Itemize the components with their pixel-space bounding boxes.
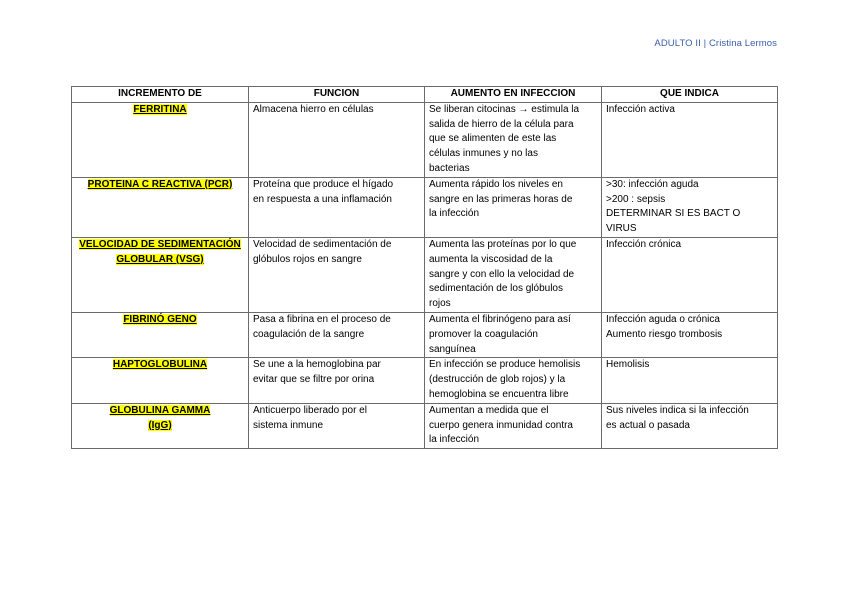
cell-line: Infección crónica [606,238,682,250]
cell-line: >200 : sepsis [606,193,666,205]
funcion-cell [249,177,425,237]
marker-name: GLOBULAR (VSG) [116,253,204,265]
funcion-cell [249,403,425,448]
cell-line: la infección [429,434,480,446]
marker-name: FIBRINÓ GENO [123,313,197,325]
table-row [72,177,778,237]
cell-line: Velocidad de sedimentación de [253,238,392,250]
table-row [72,312,778,357]
table-header-row [72,87,778,103]
marker-name: HAPTOGLOBULINA [112,359,208,371]
cell-line: En infección se produce hemolisis [429,359,581,371]
infection-markers-table [71,86,778,449]
marker-name: GLOBULINA GAMMA [109,404,211,416]
marker-name: PROTEINA C REACTIVA (PCR) [87,178,233,190]
funcion-cell [249,312,425,357]
cell-line: Aumentan a medida que el [429,404,549,416]
cell-line: Sus niveles indica si la infección [606,404,749,416]
cell-line: la infección [429,208,480,220]
cell-line: coagulación de la sangre [253,328,365,340]
cell-line: Aumenta rápido los niveles en [429,178,563,190]
funcion-cell [249,237,425,312]
cell-line: cuerpo genera inmunidad contra [429,419,573,431]
indica-cell [602,312,778,357]
cell-line: sistema inmune [253,419,324,431]
cell-line: sangre y con ello la velocidad de [429,268,575,280]
cell-line: Anticuerpo liberado por el [253,404,367,416]
table-body [72,102,778,448]
marker-name-cell [72,403,249,448]
marker-name: (IgG) [148,419,172,431]
marker-name: VELOCIDAD DE SEDIMENTACIÓN [79,238,241,250]
marker-name-cell [72,177,249,237]
cell-line: Proteína que produce el hígado [253,178,394,190]
cell-line: es actual o pasada [606,419,690,431]
cell-line: (destrucción de glob rojos) y la [429,374,566,386]
header-separator: | [703,38,707,49]
cell-line: que se alimenten de este las [429,133,557,145]
marker-name-cell [72,237,249,312]
aumento-cell [425,102,602,177]
header-author: Cristina Lermos [708,38,777,49]
table-row [72,237,778,312]
funcion-cell [249,358,425,403]
cell-line: Almacena hierro en células [253,103,374,115]
cell-line: Aumenta el fibrinógeno para así [429,313,571,325]
marker-name-cell [72,312,249,357]
cell-line: células inmunes y no las [429,148,538,160]
cell-line: Se une a la hemoglobina par [253,359,381,371]
aumento-cell [425,403,602,448]
aumento-cell [425,358,602,403]
cell-line: salida de hierro de la célula para [429,118,574,130]
cell-line: aumenta la viscosidad de la [429,253,553,265]
cell-line: hemoglobina se encuentra libre [429,388,569,400]
cell-line: glóbulos rojos en sangre [253,253,362,265]
indica-cell [602,237,778,312]
column-header: FUNCION [249,87,425,103]
marker-name: FERRITINA [133,103,187,115]
cell-line: sangre en las primeras horas de [429,193,573,205]
cell-line: promover la coagulación [429,328,538,340]
page-header [654,38,777,49]
cell-line: Infección activa [606,103,675,115]
cell-line: bacterias [429,162,470,174]
column-header: AUMENTO EN INFECCION [425,87,602,103]
table-row [72,102,778,177]
cell-line: en respuesta a una inflamación [253,193,392,205]
aumento-cell [425,237,602,312]
marker-name-cell [72,358,249,403]
cell-line: sedimentación de los glóbulos [429,283,563,295]
column-header: INCREMENTO DE [72,87,249,103]
cell-line: rojos [429,298,451,310]
marker-name-cell [72,102,249,177]
indica-cell [602,102,778,177]
cell-line: >30: infección aguda [606,178,699,190]
cell-line: Pasa a fibrina en el proceso de [253,313,391,325]
cell-line: Aumento riesgo trombosis [606,328,723,340]
indica-cell [602,403,778,448]
table-row [72,358,778,403]
funcion-cell [249,102,425,177]
aumento-cell [425,312,602,357]
column-header: QUE INDICA [602,87,778,103]
indica-cell [602,358,778,403]
cell-line: DETERMINAR SI ES BACT O VIRUS [606,208,741,235]
cell-line: Aumenta las proteínas por lo que [429,238,577,250]
cell-line: evitar que se filtre por orina [253,374,375,386]
cell-line: Infección aguda o crónica [606,313,720,325]
aumento-cell [425,177,602,237]
indica-cell [602,177,778,237]
cell-line: sanguínea [429,343,476,355]
table-row [72,403,778,448]
cell-line: Hemolisis [606,359,650,371]
header-label: ADULTO II [654,38,701,49]
cell-line: Se liberan citocinas → estimula la [429,103,580,115]
